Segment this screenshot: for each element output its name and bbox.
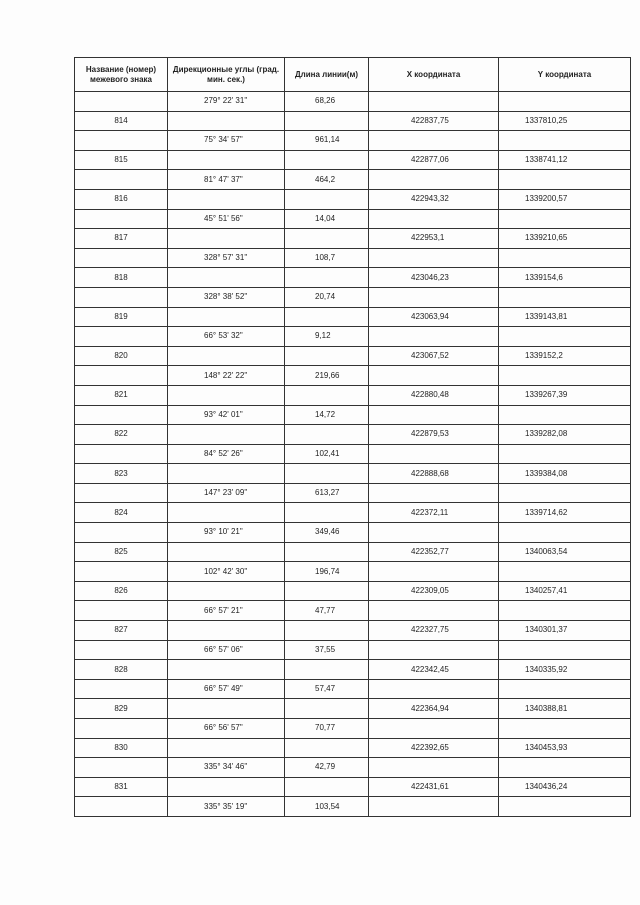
cell-x-coordinate: 422879,53 [369,425,499,445]
cell-length: 14,04 [285,209,369,229]
cell-x-coordinate: 422431,61 [369,777,499,797]
cell-x-coordinate [369,444,499,464]
table-row [75,621,631,641]
header-row [75,58,631,92]
cell-bearing [168,699,285,719]
cell-bearing: 147° 23' 09" [168,483,285,503]
cell-mark-name: 820 [75,346,168,366]
table-row [75,797,631,817]
cell-mark-name [75,405,168,425]
table-row [75,92,631,112]
cell-mark-name [75,797,168,817]
cell-length: 37,55 [285,640,369,660]
cell-y-coordinate [499,719,631,739]
cell-mark-name [75,209,168,229]
cell-length: 42,79 [285,758,369,778]
cell-y-coordinate: 1340063,54 [499,542,631,562]
cell-bearing: 335° 35' 19" [168,797,285,817]
cell-bearing [168,542,285,562]
cell-y-coordinate [499,209,631,229]
cell-mark-name: 829 [75,699,168,719]
cell-bearing: 102° 42' 30" [168,562,285,582]
table-row [75,542,631,562]
cell-y-coordinate: 1338741,12 [499,150,631,170]
table-row [75,503,631,523]
table-row [75,699,631,719]
cell-y-coordinate [499,327,631,347]
cell-bearing: 335° 34' 46" [168,758,285,778]
table-row [75,248,631,268]
cell-y-coordinate: 1340436,24 [499,777,631,797]
cell-length: 20,74 [285,287,369,307]
cell-x-coordinate [369,405,499,425]
cell-x-coordinate [369,327,499,347]
cell-mark-name: 821 [75,385,168,405]
cell-mark-name: 826 [75,581,168,601]
cell-y-coordinate [499,444,631,464]
cell-bearing: 93° 42' 01" [168,405,285,425]
cell-y-coordinate [499,601,631,621]
cell-length [285,738,369,758]
cell-mark-name: 825 [75,542,168,562]
cell-y-coordinate [499,758,631,778]
cell-bearing [168,307,285,327]
cell-bearing [168,150,285,170]
table-row [75,738,631,758]
cell-mark-name [75,483,168,503]
table-row [75,679,631,699]
cell-length [285,542,369,562]
table-row [75,405,631,425]
cell-y-coordinate: 1340453,93 [499,738,631,758]
cell-length [285,150,369,170]
cell-mark-name: 819 [75,307,168,327]
table-row [75,209,631,229]
cell-x-coordinate: 422880,48 [369,385,499,405]
table-row [75,601,631,621]
cell-y-coordinate [499,366,631,386]
table-row [75,111,631,131]
cell-y-coordinate [499,679,631,699]
cell-length: 102,41 [285,444,369,464]
cell-y-coordinate: 1340335,92 [499,660,631,680]
cell-bearing: 148° 22' 22" [168,366,285,386]
table-row [75,150,631,170]
cell-y-coordinate [499,248,631,268]
cell-y-coordinate [499,92,631,112]
cell-bearing [168,777,285,797]
table-row [75,777,631,797]
table-row [75,131,631,151]
header-bearing: Дирекционные углы (град. мин. сек.) [168,58,285,92]
cell-x-coordinate [369,131,499,151]
cell-bearing [168,346,285,366]
cell-mark-name: 822 [75,425,168,445]
cell-bearing: 84° 52' 26" [168,444,285,464]
cell-mark-name [75,601,168,621]
cell-length [285,229,369,249]
cell-mark-name [75,287,168,307]
cell-bearing: 328° 38' 52" [168,287,285,307]
cell-x-coordinate: 422943,32 [369,189,499,209]
cell-bearing [168,268,285,288]
cell-x-coordinate [369,640,499,660]
cell-x-coordinate: 422877,06 [369,150,499,170]
cell-mark-name [75,523,168,543]
cell-length [285,268,369,288]
cell-x-coordinate: 422953,1 [369,229,499,249]
cell-bearing [168,189,285,209]
cell-length: 108,7 [285,248,369,268]
cell-bearing: 66° 53' 32" [168,327,285,347]
cell-length [285,699,369,719]
cell-bearing: 66° 57' 06" [168,640,285,660]
cell-x-coordinate [369,758,499,778]
cell-x-coordinate [369,92,499,112]
cell-mark-name: 815 [75,150,168,170]
cell-length: 961,14 [285,131,369,151]
cell-mark-name [75,444,168,464]
cell-x-coordinate [369,170,499,190]
cell-y-coordinate [499,170,631,190]
cell-bearing: 45° 51' 56" [168,209,285,229]
cell-length: 349,46 [285,523,369,543]
cell-y-coordinate: 1339714,62 [499,503,631,523]
cell-y-coordinate [499,562,631,582]
cell-bearing [168,503,285,523]
cell-x-coordinate: 423046,23 [369,268,499,288]
cell-x-coordinate: 422364,94 [369,699,499,719]
table-row [75,229,631,249]
cell-y-coordinate [499,405,631,425]
cell-mark-name [75,366,168,386]
cell-length [285,581,369,601]
table-row [75,444,631,464]
table-row [75,287,631,307]
cell-bearing [168,385,285,405]
table-row [75,189,631,209]
cell-x-coordinate: 422342,45 [369,660,499,680]
cell-bearing: 75° 34' 57" [168,131,285,151]
table-row [75,719,631,739]
cell-x-coordinate: 422372,11 [369,503,499,523]
cell-length: 9,12 [285,327,369,347]
cell-x-coordinate [369,483,499,503]
cell-length [285,464,369,484]
cell-y-coordinate: 1339154,6 [499,268,631,288]
table-row [75,523,631,543]
cell-length: 47,77 [285,601,369,621]
cell-x-coordinate [369,719,499,739]
table-row [75,758,631,778]
cell-mark-name [75,327,168,347]
cell-mark-name [75,758,168,778]
cell-length [285,503,369,523]
cell-x-coordinate: 423063,94 [369,307,499,327]
header-length: Длина линии(м) [285,58,369,92]
cell-x-coordinate: 422309,05 [369,581,499,601]
cell-mark-name: 828 [75,660,168,680]
cell-mark-name [75,170,168,190]
cell-mark-name [75,640,168,660]
cell-length [285,621,369,641]
cell-y-coordinate: 1339210,65 [499,229,631,249]
cell-mark-name: 827 [75,621,168,641]
cell-mark-name [75,679,168,699]
header-mark-name: Название (номер) межевого знака [75,58,168,92]
cell-bearing [168,581,285,601]
cell-y-coordinate: 1339384,08 [499,464,631,484]
table-row [75,268,631,288]
cell-mark-name: 824 [75,503,168,523]
table-row [75,385,631,405]
cell-x-coordinate: 423067,52 [369,346,499,366]
cell-length: 219,66 [285,366,369,386]
cell-length [285,385,369,405]
cell-length: 464,2 [285,170,369,190]
cell-bearing [168,660,285,680]
table-row [75,170,631,190]
table-row [75,307,631,327]
cell-bearing [168,229,285,249]
cell-bearing: 66° 57' 21" [168,601,285,621]
cell-y-coordinate: 1337810,25 [499,111,631,131]
cell-bearing: 328° 57' 31" [168,248,285,268]
cell-x-coordinate: 422837,75 [369,111,499,131]
cell-bearing: 93° 10' 21" [168,523,285,543]
cell-x-coordinate: 422392,65 [369,738,499,758]
cell-length [285,189,369,209]
cell-bearing: 81° 47' 37" [168,170,285,190]
cell-length: 103,54 [285,797,369,817]
cell-length: 613,27 [285,483,369,503]
cell-x-coordinate [369,679,499,699]
cell-y-coordinate: 1339152,2 [499,346,631,366]
cell-x-coordinate [369,562,499,582]
cell-length: 68,26 [285,92,369,112]
table-row [75,562,631,582]
cell-y-coordinate [499,131,631,151]
cell-y-coordinate: 1340257,41 [499,581,631,601]
cell-bearing [168,464,285,484]
cell-mark-name: 831 [75,777,168,797]
table-row [75,640,631,660]
cell-y-coordinate: 1339282,08 [499,425,631,445]
cell-y-coordinate: 1339143,81 [499,307,631,327]
cell-mark-name: 814 [75,111,168,131]
coordinates-table [74,57,631,817]
cell-length [285,307,369,327]
table-row [75,483,631,503]
cell-x-coordinate: 422888,68 [369,464,499,484]
cell-y-coordinate: 1340301,37 [499,621,631,641]
cell-y-coordinate: 1340388,81 [499,699,631,719]
cell-bearing: 66° 57' 49" [168,679,285,699]
cell-y-coordinate [499,797,631,817]
table-row [75,660,631,680]
cell-mark-name [75,248,168,268]
table-row [75,366,631,386]
cell-y-coordinate [499,523,631,543]
table-body [75,92,631,817]
table-row [75,425,631,445]
table-row [75,346,631,366]
cell-length [285,111,369,131]
cell-y-coordinate [499,640,631,660]
cell-x-coordinate [369,248,499,268]
cell-length [285,777,369,797]
cell-y-coordinate [499,483,631,503]
cell-mark-name [75,562,168,582]
cell-mark-name: 830 [75,738,168,758]
table-header [75,58,631,92]
cell-y-coordinate: 1339200,57 [499,189,631,209]
cell-y-coordinate [499,287,631,307]
cell-bearing [168,621,285,641]
cell-length [285,425,369,445]
cell-length [285,346,369,366]
cell-x-coordinate [369,797,499,817]
cell-mark-name [75,131,168,151]
cell-length: 14,72 [285,405,369,425]
cell-mark-name: 817 [75,229,168,249]
cell-x-coordinate [369,209,499,229]
cell-bearing [168,425,285,445]
header-x-coordinate: X координата [369,58,499,92]
cell-length: 57,47 [285,679,369,699]
cell-mark-name: 823 [75,464,168,484]
cell-bearing: 66° 56' 57" [168,719,285,739]
cell-mark-name [75,719,168,739]
cell-bearing [168,111,285,131]
cell-mark-name: 816 [75,189,168,209]
cell-mark-name [75,92,168,112]
cell-length: 196,74 [285,562,369,582]
cell-x-coordinate [369,287,499,307]
cell-length: 70,77 [285,719,369,739]
cell-x-coordinate [369,601,499,621]
table-row [75,464,631,484]
cell-mark-name: 818 [75,268,168,288]
cell-x-coordinate [369,366,499,386]
table-row [75,581,631,601]
cell-x-coordinate: 422352,77 [369,542,499,562]
header-y-coordinate: Y координата [499,58,631,92]
cell-bearing: 279° 22' 31" [168,92,285,112]
cell-y-coordinate: 1339267,39 [499,385,631,405]
cell-length [285,660,369,680]
cell-bearing [168,738,285,758]
cell-x-coordinate: 422327,75 [369,621,499,641]
table-row [75,327,631,347]
cell-x-coordinate [369,523,499,543]
